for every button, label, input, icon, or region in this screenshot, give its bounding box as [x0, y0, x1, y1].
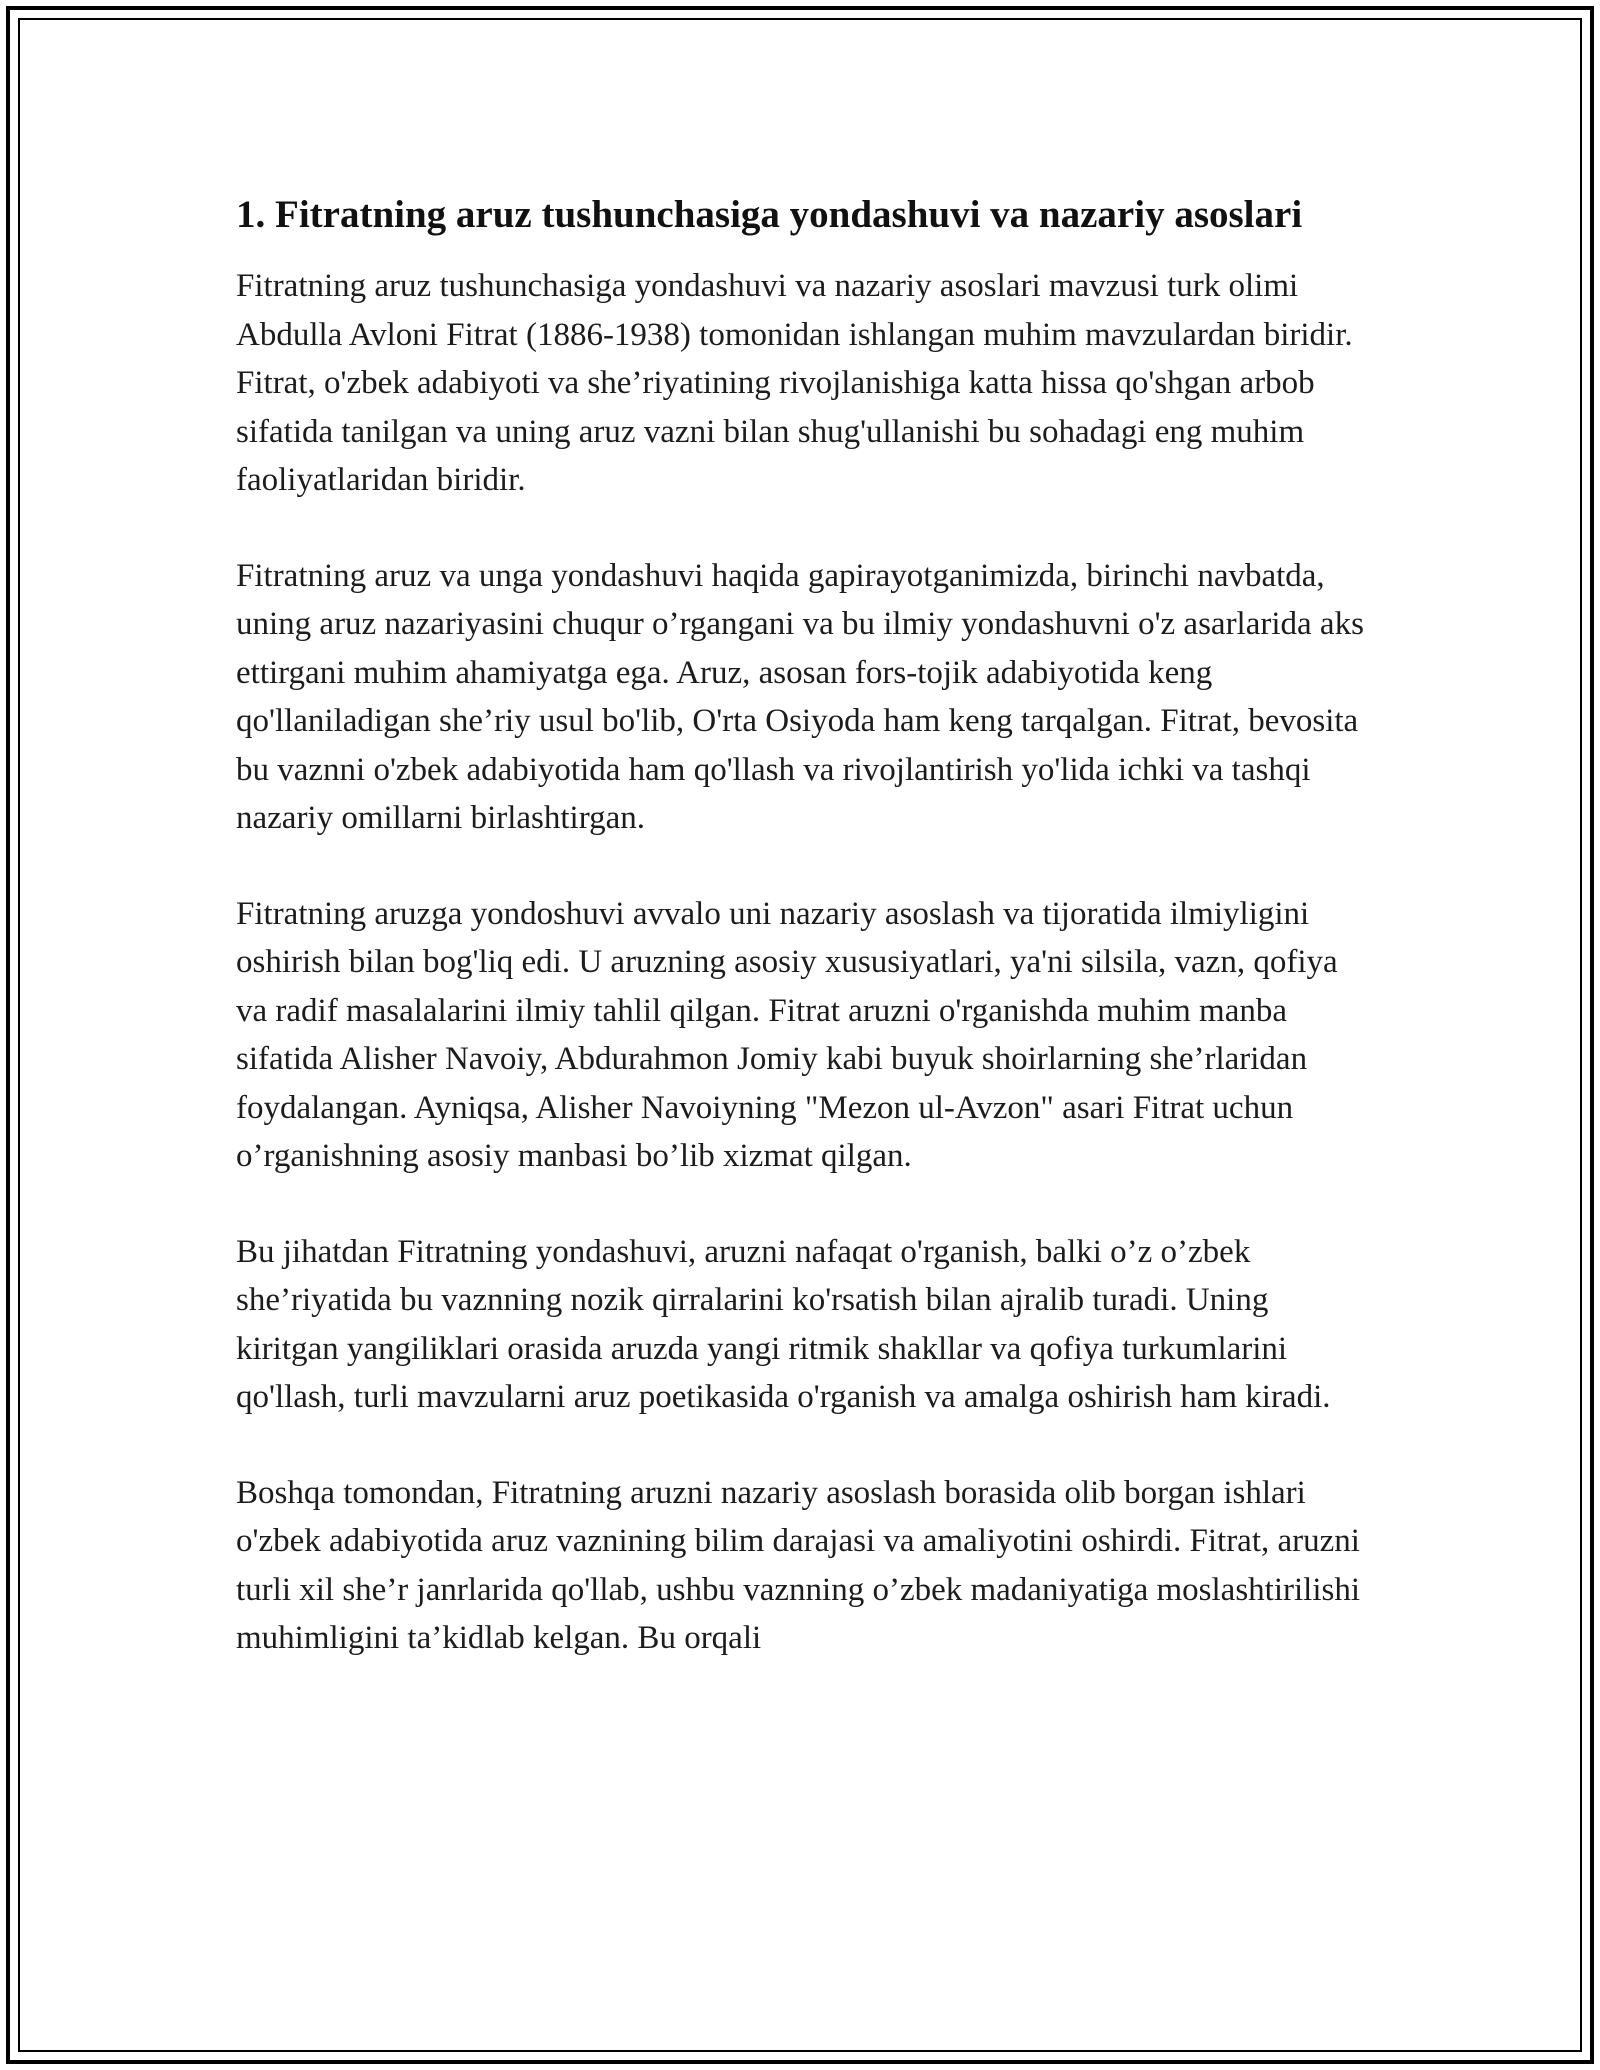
document-body — [236, 188, 1376, 1710]
paragraph-2: Fitratning aruz va unga yondashuvi haqida gapirayotganimizda, birinchi navbatda, uning aruz nazariyasini chuqur o’rgangani va bu ilmiy yondashuvni o'z asarlarida aks ettirgani muhim ahamiyatga ega. Aruz, asosan fors-tojik adabiyotida keng qo'llaniladigan she’riy usul bo'lib, O'rta Osiyoda ham keng tarqalgan. Fitrat, bevosita bu vaznni o'zbek adabiyotida ham qo'llash va rivojlantirish yo'lida ichki va tashqi nazariy omillarni birlashtirgan. — [236, 557, 1364, 836]
section-heading: 1. Fitratning aruz tushunchasiga yondashuvi va nazariy asoslari — [236, 193, 1303, 236]
paragraph-1: Fitratning aruz tushunchasiga yondashuvi va nazariy asoslari mavzusi turk olimi Abdulla Avloni Fitrat (1886-1938) tomonidan ishlangan muhim mavzulardan biridir. Fitrat, o'zbek adabiyoti va she’riyatining rivojlanishiga katta hissa qo'shgan arbob sifatida tanilgan va uning aruz vazni bilan shug'ullanishi bu sohadagi eng muhim faoliyatlaridan biridir. — [236, 268, 1353, 498]
paragraph-3: Fitratning aruzga yondoshuvi avvalo uni nazariy asoslash va tijoratida ilmiyligini oshirish bilan bog'liq edi. U aruzning asosiy xususiyatlari, ya'ni silsila, vazn, qofiya va radif masalalarini ilmiy tahlil qilgan. Fitrat aruzni o'rganishda muhim manba sifatida Alisher Navoiy, Abdurahmon Jomiy kabi buyuk shoirlarning she’rlaridan foydalangan. Ayniqsa, Alisher Navoiyning "Mezon ul-Avzon" asari Fitrat uchun o’rganishning asosiy manbasi bo’lib xizmat qilgan. — [236, 895, 1338, 1174]
paragraph-5: Boshqa tomondan, Fitratning aruzni nazariy asoslash borasida olib borgan ishlari o'zbek adabiyotida aruz vaznining bilim darajasi va amaliyotini oshirdi. Fitrat, aruzni turli xil she’r janrlarida qo'llab, ushbu vaznning o’zbek madaniyatiga moslashtirilishi muhimligini ta’kidlab kelgan. Bu orqali — [236, 1474, 1361, 1656]
paragraph-4: Bu jihatdan Fitratning yondashuvi, aruzni nafaqat o'rganish, balki o’z o’zbek she’riyatida bu vaznning nozik qirralarini ko'rsatish bilan ajralib turadi. Uning kiritgan yangiliklari orasida aruzda yangi ritmik shakllar va qofiya turkumlarini qo'llash, turli mavzularni aruz poetikasida o'rganish va amalga oshirish ham kiradi. — [236, 1233, 1331, 1415]
